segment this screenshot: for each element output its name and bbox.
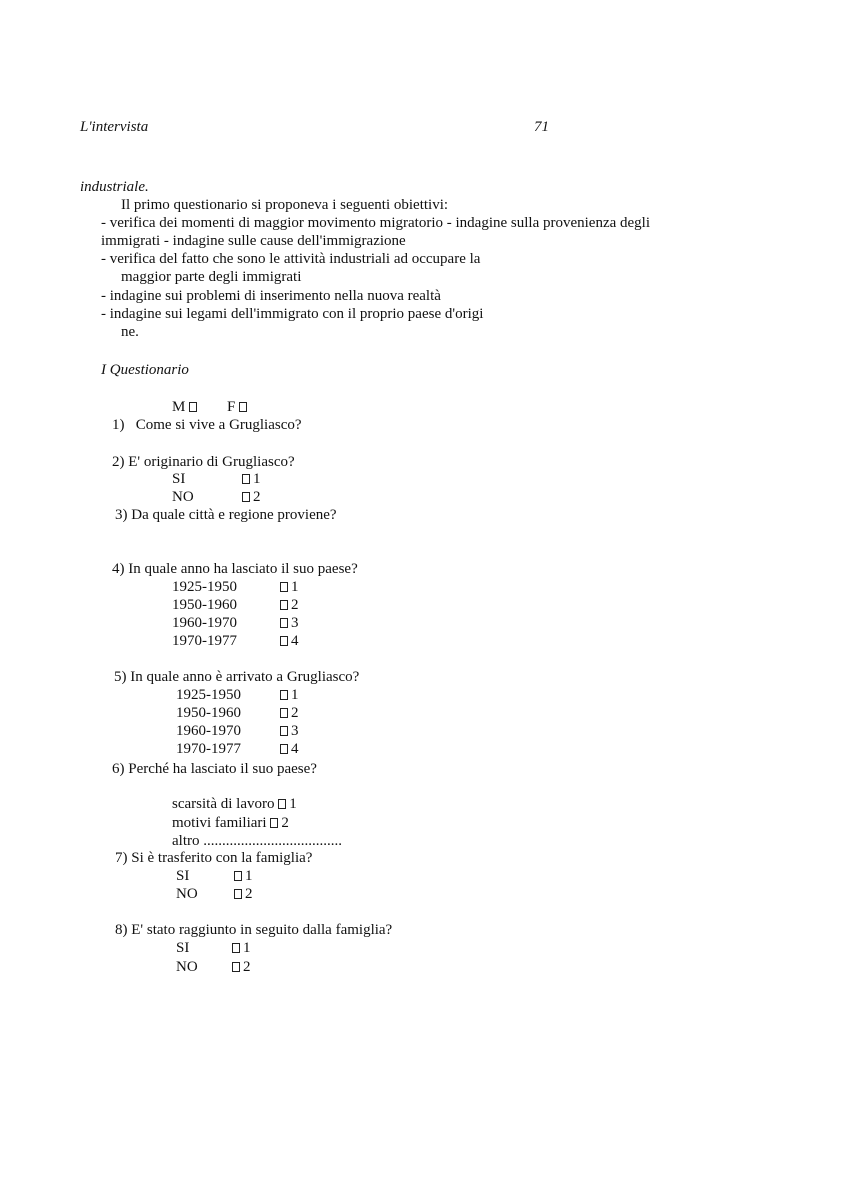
checkbox-icon [280,726,288,736]
section-title: I Questionario [101,362,189,378]
q5-option-code: 4 [280,740,299,758]
checkbox-icon [232,962,240,972]
page-number: 71 [534,119,549,135]
q2-option-code: 2 [242,488,261,506]
q5-option-label: 1950-1960 [176,705,241,721]
checkbox-icon [242,474,250,484]
intro-line-4: - verifica del fatto che sono le attività industriali ad occupare la [101,251,481,267]
checkbox-icon [280,708,288,718]
q5-option-code: 2 [280,704,299,722]
intro-line-0: industriale. [80,179,149,195]
question-1: 1) Come si vive a Grugliasco? [112,417,302,433]
gender-f-label: F [227,399,236,415]
q8-option-code: 1 [232,939,251,957]
q2-option-code: 1 [242,470,261,488]
question-2: 2) E' originario di Grugliasco? [112,454,295,470]
q4-option-code: 1 [280,578,299,596]
q8-option-label: SI [176,940,190,956]
intro-line-8: ne. [121,324,139,340]
intro-line-7: - indagine sui legami dell'immigrato con il proprio paese d'origi [101,306,484,322]
checkbox-icon [270,818,278,828]
question-3: 3) Da quale città e regione proviene? [115,507,337,523]
q7-option-label: SI [176,868,190,884]
q7-option-label: NO [176,886,198,902]
q4-option-label: 1925-1950 [172,579,237,595]
q4-option-label: 1960-1970 [172,615,237,631]
gender-m-label: M [172,399,186,415]
q2-option-label: SI [172,471,186,487]
q6-option: motivi familiari 2 [172,815,289,831]
q7-option-code: 1 [234,867,253,885]
q4-option-code: 3 [280,614,299,632]
checkbox-icon [232,943,240,953]
q8-option-label: NO [176,959,198,975]
question-6: 6) Perché ha lasciato il suo paese? [112,761,317,777]
intro-line-6: - indagine sui problemi di inserimento nella nuova realtà [101,288,441,304]
checkbox-icon [280,636,288,646]
q4-option-code: 4 [280,632,299,650]
checkbox-icon [280,618,288,628]
checkbox-icon [234,871,242,881]
q4-option-code: 2 [280,596,299,614]
q5-option-label: 1925-1950 [176,687,241,703]
q5-option-label: 1960-1970 [176,723,241,739]
checkbox-icon [280,744,288,754]
gender-m [172,398,200,416]
checkbox-icon [278,799,286,809]
checkbox-icon [189,402,197,412]
intro-line-2: - verifica dei momenti di maggior movimento migratorio - indagine sulla provenienza degli [101,215,651,231]
checkbox-icon [280,582,288,592]
checkbox-icon [280,690,288,700]
checkbox-icon [280,600,288,610]
question-5: 5) In quale anno è arrivato a Grugliasco? [114,669,360,685]
q2-option-label: NO [172,489,194,505]
intro-line-5: maggior parte degli immigrati [121,269,302,285]
checkbox-icon [239,402,247,412]
question-4: 4) In quale anno ha lasciato il suo paese? [112,561,358,577]
q6-option-other: altro ..................................... [172,833,342,849]
question-8: 8) E' stato raggiunto in seguito dalla famiglia? [115,922,393,938]
q5-option-code: 3 [280,722,299,740]
q5-option-code: 1 [280,686,299,704]
checkbox-icon [234,889,242,899]
question-7: 7) Si è trasferito con la famiglia? [115,850,313,866]
q6-option: scarsità di lavoro 1 [172,796,297,812]
q5-option-label: 1970-1977 [176,741,241,757]
q8-option-code: 2 [232,958,251,976]
q4-option-label: 1950-1960 [172,597,237,613]
checkbox-icon [242,492,250,502]
q4-option-label: 1970-1977 [172,633,237,649]
intro-line-1: Il primo questionario si proponeva i seguenti obiettivi: [121,197,449,213]
intro-line-3: immigrati - indagine sulle cause dell'immigrazione [101,233,406,249]
gender-f [227,398,250,416]
running-header-title: L'intervista [80,119,149,135]
q7-option-code: 2 [234,885,253,903]
